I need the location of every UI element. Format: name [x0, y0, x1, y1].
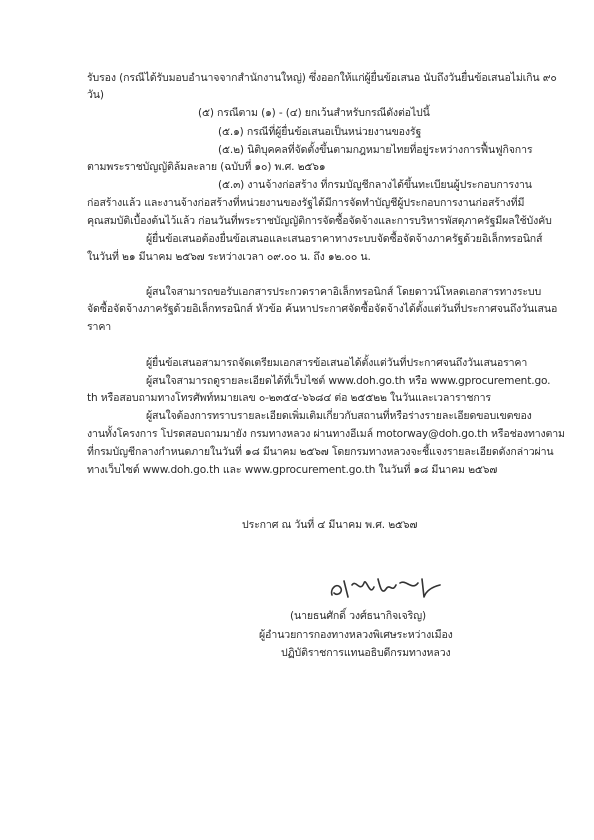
body-line: ราคา: [87, 321, 112, 333]
body-line: งานทั้งโครงการ โปรดสอบถามมายัง กรมทางหลวง ผ่านทางอีเมล์ motorway@doh.go.th หรือช่องทางตาม: [87, 428, 565, 440]
body-line: ก่อสร้างแล้ว และงานจ้างก่อสร้างที่หน่วยงานของรัฐได้มีการจัดทำบัญชีผู้ประกอบการงานก่อสร้างที่มี: [87, 197, 525, 209]
body-line: คุณสมบัติเบื้องต้นไว้แล้ว ก่อนวันที่พระราชบัญญัติการจัดซื้อจัดจ้างและการบริหารพัสดุภาครัฐมีผลใช้บังคับ: [87, 215, 552, 227]
body-line: ทางเว็บไซต์ www.doh.go.th และ www.gprocurement.go.th ในวันที่ ๑๘ มีนาคม ๒๕๖๗: [87, 464, 498, 476]
signatory-title: ผู้อำนวยการกองทางหลวงพิเศษระหว่างเมือง: [259, 629, 453, 641]
body-line: ที่กรมบัญชีกลางกำหนดภายในวันที่ ๑๘ มีนาคม ๒๕๖๗ โดยกรมทางหลวงจะชี้แจงรายละเอียดดังกล่าวผ่าน: [87, 446, 554, 458]
signatory-role: ปฏิบัติราชการแทนอธิบดีกรมทางหลวง: [281, 647, 451, 659]
body-line: (๕.๒) นิติบุคคลที่จัดตั้งขึ้นตามกฎหมายไทยที่อยู่ระหว่างการฟื้นฟูกิจการ: [218, 144, 533, 156]
body-line: วัน): [87, 89, 104, 101]
body-line: จัดซื้อจัดจ้างภาครัฐด้วยอิเล็กทรอนิกส์ หัวข้อ ค้นหาประกาศจัดซื้อจัดจ้างได้ตั้งแต่วันที่ประกาศจนถึงวันเสนอ: [87, 303, 558, 315]
body-line: ผู้สนใจสามารถขอรับเอกสารประกวดราคาอิเล็กทรอนิกส์ โดยดาวน์โหลดเอกสารทางระบบ: [146, 286, 542, 298]
body-line: ผู้สนใจต้องการทราบรายละเอียดเพิ่มเติมเกี่ยวกับสถานที่หรือร่างรายละเอียดขอบเขตของ: [146, 410, 532, 422]
announcement-date: ประกาศ ณ วันที่ ๔ มีนาคม พ.ศ. ๒๕๖๗: [242, 519, 418, 531]
signature-image: [326, 573, 444, 601]
body-line: ในวันที่ ๒๑ มีนาคม ๒๕๖๗ ระหว่างเวลา ๐๙.๐๐ น. ถึง ๑๒.๐๐ น.: [87, 251, 371, 263]
body-line: (๕) กรณีตาม (๑) - (๔) ยกเว้นสำหรับกรณีดังต่อไปนี้: [198, 107, 430, 119]
body-line: รับรอง (กรณีได้รับมอบอำนาจจากสำนักงานใหญ่) ซึ่งออกให้แก่ผู้ยื่นข้อเสนอ นับถึงวันยื่นข้อเสนอไม่เกิน ๙๐: [87, 72, 557, 84]
body-line: th หรือสอบถามทางโทรศัพท์หมายเลข ๐-๒๓๕๔-๖๖๘๔ ต่อ ๒๕๕๒๒ ในวันและเวลาราชการ: [87, 392, 491, 404]
body-line: ผู้ยื่นข้อเสนอต้องยื่นข้อเสนอและเสนอราคาทางระบบจัดซื้อจัดจ้างภาครัฐด้วยอิเล็กทรอนิกส์: [146, 233, 543, 245]
body-line: ผู้สนใจสามารถดูรายละเอียดได้ที่เว็บไซต์ www.doh.go.th หรือ www.gprocurement.go.: [146, 375, 551, 387]
signatory-name: (นายธนศักดิ์ วงศ์ธนากิจเจริญ): [290, 610, 426, 622]
body-line: (๕.๓) งานจ้างก่อสร้าง ที่กรมบัญชีกลางได้ขึ้นทะเบียนผู้ประกอบการงาน: [218, 179, 532, 191]
body-line: ตามพระราชบัญญัติล้มละลาย (ฉบับที่ ๑๐) พ.ศ. ๒๕๖๑: [87, 161, 326, 173]
body-line: ผู้ยื่นข้อเสนอสามารถจัดเตรียมเอกสารข้อเสนอได้ตั้งแต่วันที่ประกาศจนถึงวันเสนอราคา: [146, 357, 528, 369]
body-line: (๕.๑) กรณีที่ผู้ยื่นข้อเสนอเป็นหน่วยงานของรัฐ: [218, 126, 422, 138]
